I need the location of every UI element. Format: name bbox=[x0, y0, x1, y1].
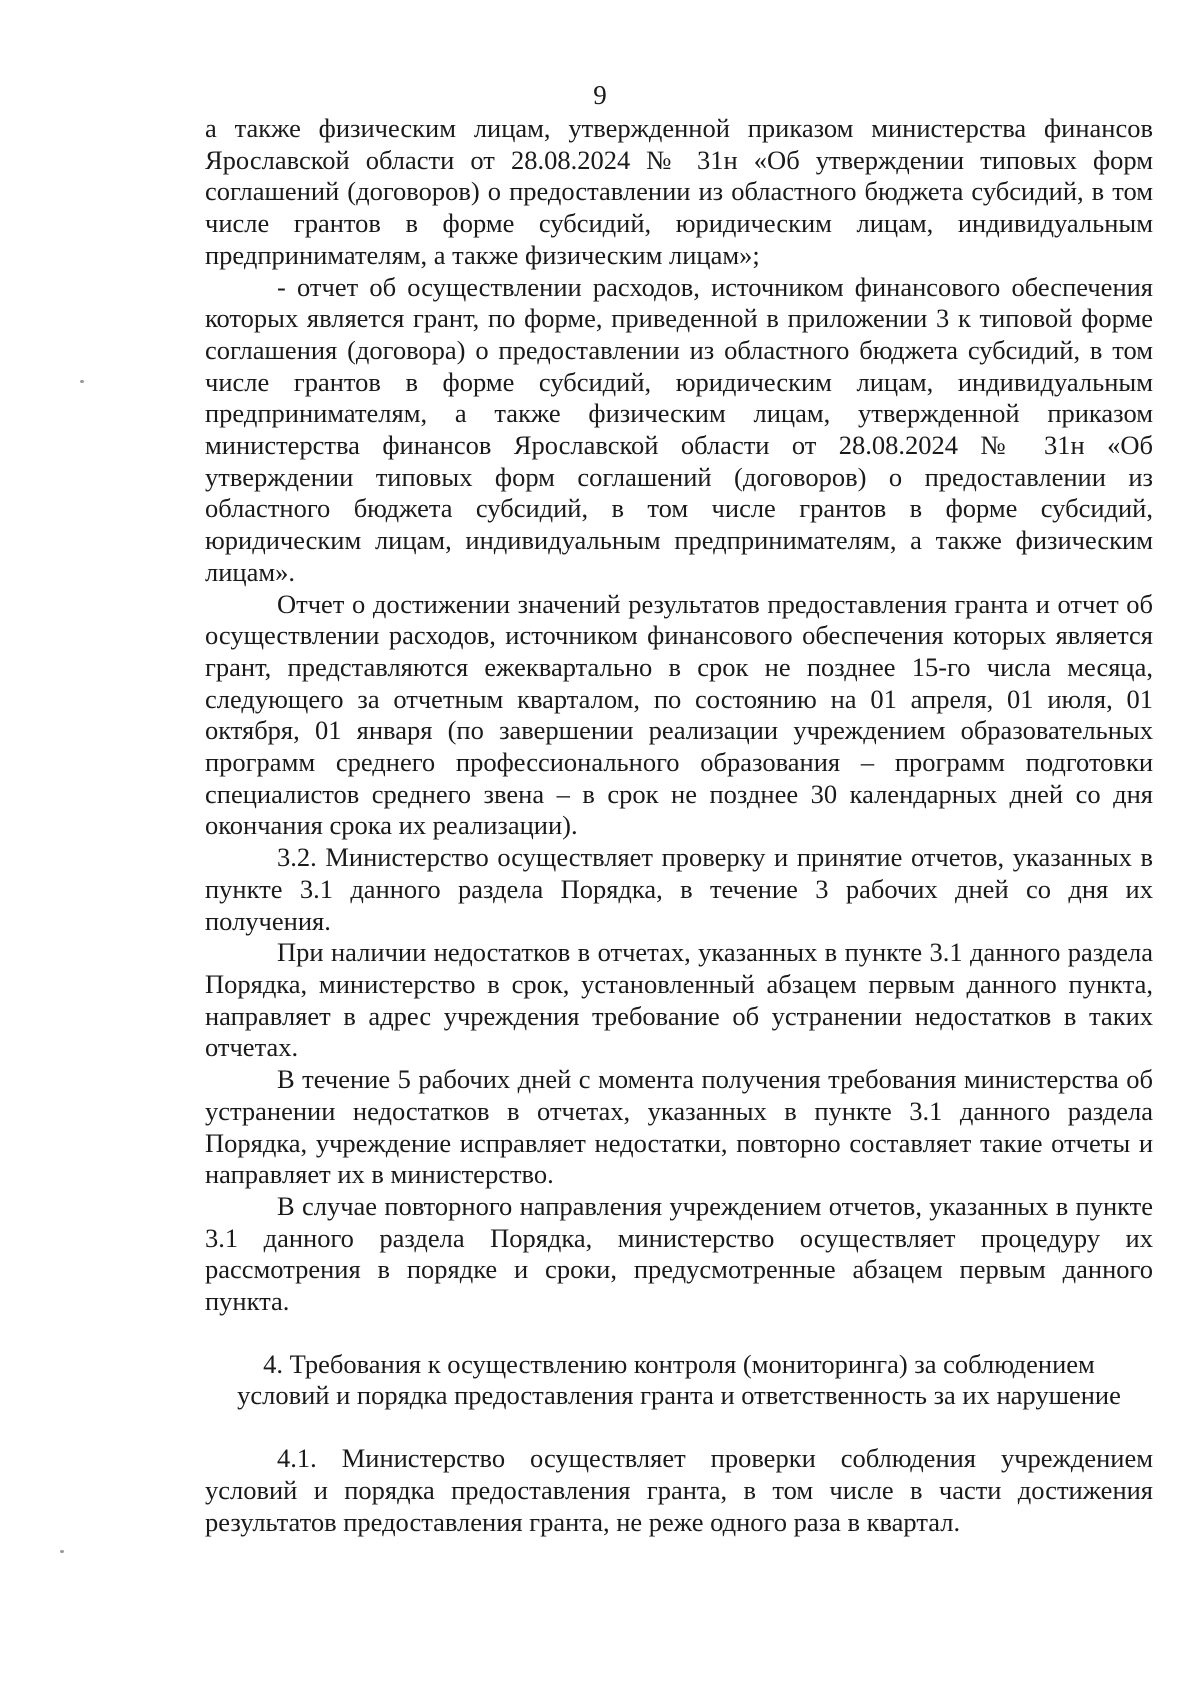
list-item-expense-report: - отчет об осуществлении расходов, источником финансового обеспечения которых является грант, по форме, приведенной в приложении 3 к типовой форме соглашения (договора) о предоставлении из областного бюджета субсидий, в том числе грантов в форме субсидий, юридическим лицам, индивидуальным предпринимателям, а также физическим лицам, утвержденной приказом министерства финансов Ярославской области от 28.08.2024 № 31н «Об утверждении типовых форм соглашений (договоров) о предоставлении из областного бюджета субсидий, в том числе грантов в форме субсидий, юридическим лицам, индивидуальным предпринимателям, а также физическим лицам». bbox=[205, 271, 1153, 587]
page-number: 9 bbox=[593, 80, 607, 110]
section-heading bbox=[205, 1349, 1153, 1412]
margin-mark bbox=[80, 380, 84, 383]
paragraph-correction: В течение 5 рабочих дней с момента получения требования министерства об устранении недостатков в отчетах, указанных в пункте 3.1 данного раздела Порядка, учреждение исправляет недостатки, повторно составляет такие отчеты и направляет их в министерство. bbox=[205, 1064, 1153, 1190]
paragraph-deficiencies: При наличии недостатков в отчетах, указанных в пункте 3.1 данного раздела Порядка, министерство в срок, установленный абзацем первым данного пункта, направляет в адрес учреждения требование об устранении недостатков в таких отчетах. bbox=[205, 937, 1153, 1063]
document-body bbox=[205, 113, 1153, 1538]
paragraph-resubmission: В случае повторного направления учреждением отчетов, указанных в пункте 3.1 данного раздела Порядка, министерство осуществляет процедуру их рассмотрения в порядке и сроки, предусмотренные абзацем первым данного пункта. bbox=[205, 1190, 1153, 1317]
section-heading-line-1: 4. Требования к осуществлению контроля (мониторинга) за соблюдением bbox=[263, 1348, 1095, 1379]
paragraph-report-deadlines: Отчет о достижении значений результатов предоставления гранта и отчет об осуществлении расходов, источником финансового обеспечения которых является грант, представляются ежеквартально в срок не позднее 15-го числа месяца, следующего за отчетным кварталом, по состоянию на 01 апреля, 01 июля, 01 октября, 01 января (по завершении реализации учреждением образовательных программ среднего профессионального образования – программ подготовки специалистов среднего звена – в срок не позднее 30 календарных дней со дня окончания срока их реализации). bbox=[205, 588, 1153, 841]
margin-mark bbox=[60, 1550, 64, 1553]
paragraph-3-2: 3.2. Министерство осуществляет проверку и принятие отчетов, указанных в пункте 3.1 данного раздела Порядка, в течение 3 рабочих дней со дня их получения. bbox=[205, 842, 1153, 936]
paragraph-4-1: 4.1. Министерство осуществляет проверки соблюдения учреждением условий и порядка предоставления гранта, в том числе в части достижения результатов предоставления гранта, не реже одного раза в квартал. bbox=[205, 1443, 1153, 1537]
paragraph-continuation: а также физическим лицам, утвержденной приказом министерства финансов Ярославской области от 28.08.2024 № 31н «Об утверждении типовых форм соглашений (договоров) о предоставлении из областного бюджета субсидий, в том числе грантов в форме субсидий, юридическим лицам, индивидуальным предпринимателям, а также физическим лицам»; bbox=[205, 113, 1153, 270]
section-heading-line-2: условий и порядка предоставления гранта и ответственность за их нарушение bbox=[237, 1380, 1121, 1411]
